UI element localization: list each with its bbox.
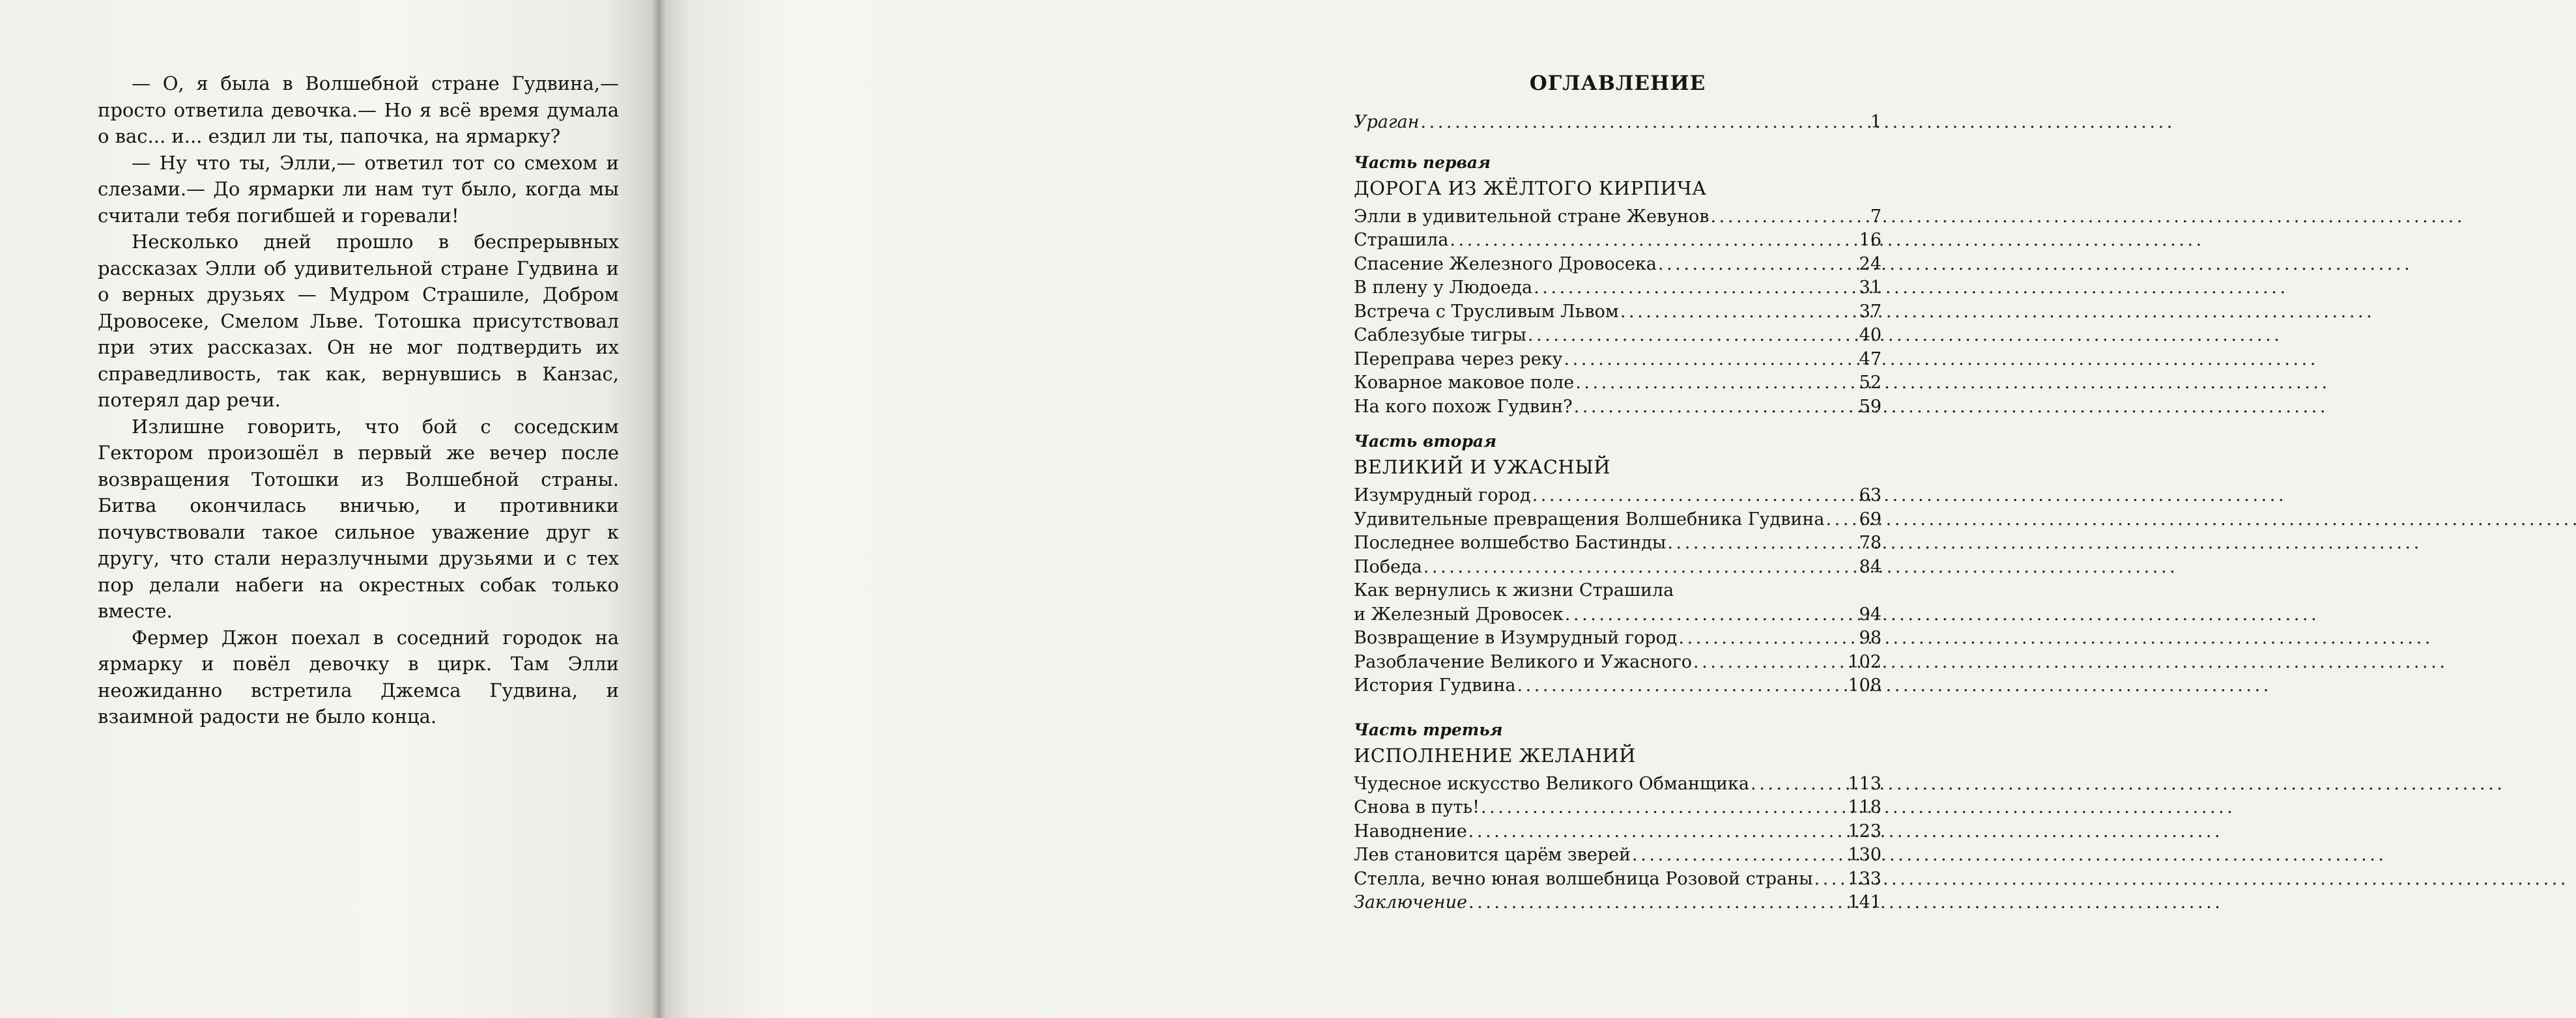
leader-dots — [1565, 603, 1858, 627]
leader-dots — [1658, 253, 1858, 277]
toc-entry — [1354, 205, 1882, 229]
toc-entry-page: 1 — [1870, 112, 1882, 132]
toc-entry-label: История Гудвина — [1354, 675, 1516, 696]
toc-entry-label: Саблезубые тигры — [1354, 325, 1526, 345]
part-label: Часть третья — [1354, 720, 1503, 739]
toc-entry — [1354, 843, 1882, 868]
toc-entry-intro — [1354, 111, 1882, 135]
leader-dots — [1825, 508, 1857, 532]
toc-entry-label: Победа — [1354, 556, 1422, 577]
toc-entry — [1354, 772, 1882, 797]
toc-entry — [1354, 348, 1882, 372]
toc-entry-label: Чудесное искусство Великого Обманщика — [1354, 773, 1750, 794]
toc-entry-label: Снова в путь! — [1354, 797, 1480, 817]
leader-dots — [1534, 276, 1858, 300]
leader-dots — [1751, 772, 1846, 797]
toc-entry-page: 98 — [1859, 628, 1882, 648]
toc-entry-label: Переправа через реку — [1354, 348, 1563, 369]
toc-entry-page: 141 — [1848, 892, 1882, 912]
toc-entry-page: 78 — [1859, 533, 1882, 553]
toc-entry — [1354, 276, 1882, 300]
toc-entry-label: Последнее волшебство Бастинды — [1354, 533, 1667, 553]
leader-dots — [1693, 651, 1846, 675]
leader-dots — [1468, 820, 1847, 844]
leader-dots — [1450, 229, 1857, 253]
toc-entry-page: 123 — [1848, 821, 1882, 841]
toc-entry — [1354, 229, 1882, 253]
table-of-contents — [1354, 70, 1882, 915]
toc-entry — [1354, 324, 1882, 348]
toc-entry — [1354, 300, 1882, 324]
toc-entry-page: 94 — [1859, 604, 1882, 625]
toc-entry — [1354, 627, 1882, 651]
toc-entry — [1354, 796, 1882, 820]
toc-entry-page: 84 — [1859, 556, 1882, 577]
leader-dots — [1574, 395, 1858, 419]
leader-dots — [1667, 531, 1857, 556]
toc-entry-page: 118 — [1848, 797, 1882, 817]
toc-entry-page: 47 — [1859, 348, 1882, 369]
toc-entry-label: Ураган — [1354, 112, 1420, 132]
part-title: ВЕЛИКИЙ И УЖАСНЫЙ — [1354, 456, 1611, 478]
toc-entry-page: 59 — [1859, 396, 1882, 417]
toc-entry-page: 133 — [1848, 868, 1882, 889]
toc-entry-label: Разоблачение Великого и Ужасного — [1354, 651, 1693, 672]
right-page — [658, 0, 1882, 1018]
toc-entry-label: Стелла, вечно юная волшебница Розовой страны — [1354, 868, 1813, 889]
leader-dots — [1564, 348, 1857, 372]
toc-entry-label: Изумрудный город — [1354, 485, 1531, 505]
leader-dots — [1528, 324, 1858, 348]
toc-entry — [1354, 603, 1882, 627]
toc-entry-page: 52 — [1859, 373, 1882, 393]
leader-dots — [1517, 674, 1846, 698]
toc-entry-page: 16 — [1859, 230, 1882, 250]
toc-entry-page: 108 — [1848, 675, 1882, 696]
toc-entry-label: Страшила — [1354, 230, 1449, 250]
paragraph: — Ну что ты, Элли,— ответил тот со смехом и слезами.— До ярмарки ли нам тут было, когда мы считали тебя погибшей и горевали! — [98, 151, 619, 227]
toc-entry-page: 69 — [1859, 509, 1882, 530]
toc-entry-page: 24 — [1859, 253, 1882, 274]
leader-dots — [1481, 796, 1847, 820]
left-page — [0, 0, 658, 1018]
toc-entry-label: Спасение Железного Дровосека — [1354, 253, 1657, 274]
toc-entry-page: 37 — [1859, 301, 1882, 322]
part-title: ДОРОГА ИЗ ЖЁЛТОГО КИРПИЧА — [1354, 177, 1707, 199]
toc-title: ОГЛАВЛЕНИЕ — [1529, 72, 1706, 95]
leader-dots — [1632, 843, 1846, 868]
leader-dots — [1532, 484, 1858, 508]
toc-entry — [1354, 395, 1882, 419]
toc-entry-label-line1: Как вернулись к жизни Страшила — [1354, 580, 1674, 601]
leader-dots — [1420, 111, 1868, 135]
toc-entry-label: Удивительные превращения Волшебника Гудвина — [1354, 509, 1825, 530]
left-page-text — [98, 70, 619, 730]
toc-entry-label: Наводнение — [1354, 821, 1467, 841]
leader-dots — [1424, 556, 1858, 580]
toc-entry-label: Коварное маковое поле — [1354, 373, 1575, 393]
toc-entry-page: 63 — [1859, 485, 1882, 505]
leader-dots — [1468, 891, 1847, 915]
toc-entry — [1354, 868, 1882, 892]
part-title: ИСПОЛНЕНИЕ ЖЕЛАНИЙ — [1354, 744, 1636, 767]
paragraph: Несколько дней прошло в беспрерывных рассказах Элли об удивительной стране Гудвина и о верных друзьях — Мудром Страшиле, Добром Дровосеке, Смелом Льве. Тотошка присутствовал при этих рассказах. Он не мог подтвердить их справедливость, так как, вернувшись в Канзас, потерял дар речи. — [98, 231, 619, 411]
toc-entry-page: 102 — [1848, 651, 1882, 672]
paragraph: Излишне говорить, что бой с соседским Гектором произошёл в первый же вечер после возвращения Тотошки из Волшебной страны. Битва окончилась вничью, и противники почувствовали такое сильное уважение друг к другу, что стали неразлучными друзьями и с тех пор делали набеги на окрестных собак только вместе. — [98, 415, 619, 622]
paragraph: — О, я была в Волшебной стране Гудвина,— просто ответила девочка.— Но я всё время думала о вас... и... ездил ли ты, папочка, на ярмарку? — [98, 72, 619, 147]
toc-entry-label: Заключение — [1354, 892, 1467, 912]
toc-entry — [1354, 820, 1882, 844]
toc-entry-label: и Железный Дровосек — [1354, 604, 1564, 625]
toc-entry — [1354, 484, 1882, 508]
leader-dots — [1575, 371, 1857, 395]
toc-entry — [1354, 556, 1882, 580]
toc-entry — [1354, 371, 1882, 395]
book-gutter — [651, 0, 666, 1018]
leader-dots — [1814, 868, 1847, 892]
toc-entry-outro — [1354, 891, 1882, 915]
toc-entry-label: Элли в удивительной стране Жевунов — [1354, 206, 1710, 227]
toc-entry — [1354, 674, 1882, 698]
toc-entry — [1354, 253, 1882, 277]
toc-entry-page: 7 — [1870, 206, 1882, 227]
toc-entry — [1354, 651, 1882, 675]
toc-entry-page: 130 — [1848, 845, 1882, 865]
leader-dots — [1620, 300, 1858, 324]
toc-entry-page: 31 — [1859, 277, 1882, 298]
part-label: Часть первая — [1354, 152, 1491, 172]
toc-entry-label: Лев становится царём зверей — [1354, 845, 1631, 865]
paragraph: Фермер Джон поехал в соседний городок на ярмарку и повёл девочку в цирк. Там Элли неожиданно встретила Джемса Гудвина, и взаимной радости не было конца. — [98, 626, 619, 728]
toc-entry — [1354, 508, 1882, 532]
leader-dots — [1710, 205, 1868, 229]
toc-entry — [1354, 531, 1882, 556]
part-label: Часть вторая — [1354, 432, 1497, 451]
toc-entry-page: 40 — [1859, 325, 1882, 345]
leader-dots — [1678, 627, 1857, 651]
toc-entry-label: В плену у Людоеда — [1354, 277, 1533, 298]
toc-entry-label: Встреча с Трусливым Львом — [1354, 301, 1619, 322]
toc-entry-label: Возвращение в Изумрудный город — [1354, 628, 1678, 648]
toc-entry-page: 113 — [1848, 773, 1882, 794]
toc-entry-label: На кого похож Гудвин? — [1354, 396, 1573, 417]
